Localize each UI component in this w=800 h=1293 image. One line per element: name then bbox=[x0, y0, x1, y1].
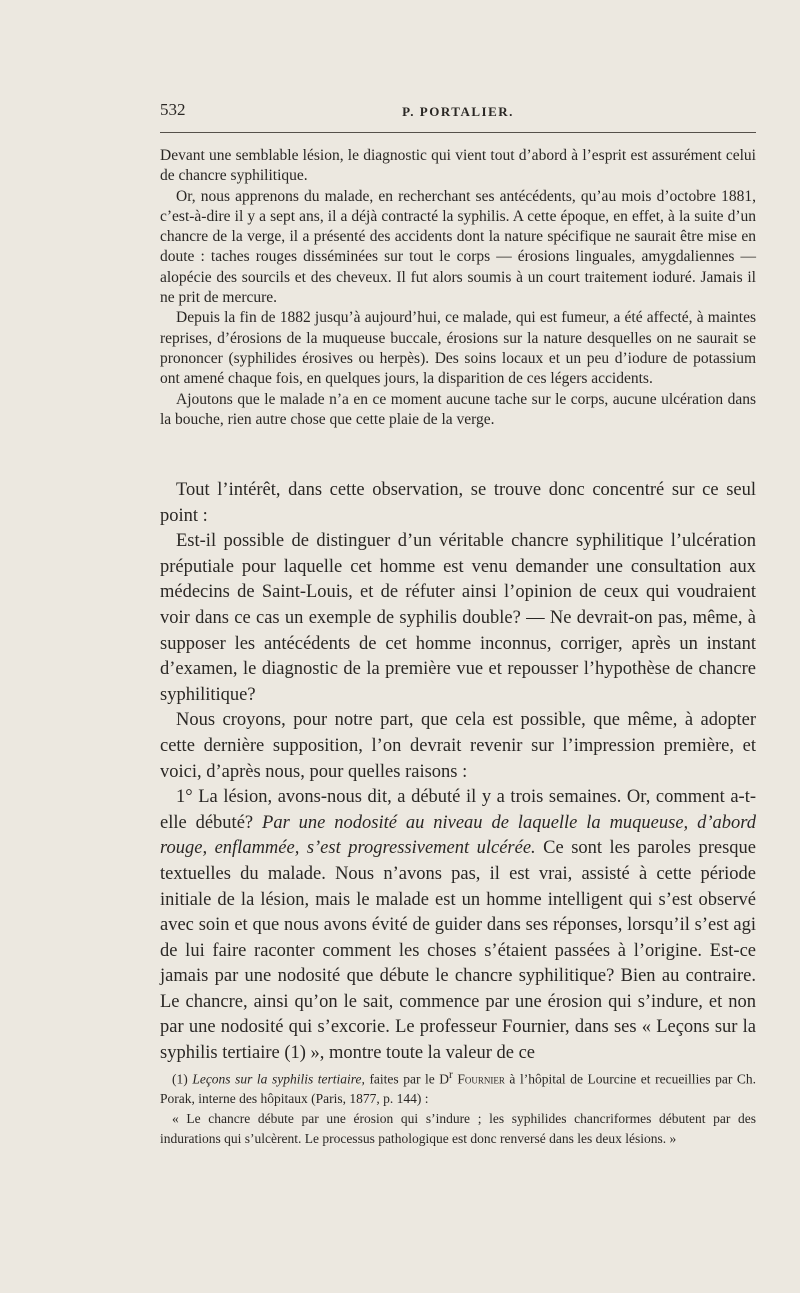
page-number: 532 bbox=[160, 100, 186, 119]
footnote-marker: (1) bbox=[172, 1071, 188, 1087]
paragraph: Est-il possible de distinguer d’un véritable chancre syphilitique l’ulcération préputiale pour laquelle cet homme est venu demander une consultation aux médecins de Saint-Louis, et de réfuter ainsi l’opinion de ceux qui voudraient voir dans ce cas un exemple de syphilis double? — Ne devrait-on pas, même, à supposer les antécédents de cet homme inconnus, corriger, après un instant d’examen, le diagnostic de la première vue et repousser l’hypothèse de chancre syphilitique? bbox=[160, 531, 756, 705]
footnote-quote: « Le chancre débute par une érosion qui s’indure ; les syphilides chancriformes débutent par des indurations qui s’ulcèrent. Le processus pathologique est donc renversé dans les deux lésions. » bbox=[160, 1111, 756, 1146]
page-header bbox=[160, 100, 756, 126]
paragraph: Tout l’intérêt, dans cette observation, se trouve donc concentré sur ce seul point : bbox=[160, 480, 756, 526]
running-title: P. PORTALIER. bbox=[402, 104, 514, 119]
paragraph: Or, nous apprenons du malade, en recherchant ses antécédents, qu’au mois d’octobre 1881, c’est-à-dire il y a sept ans, il a déjà contracté la syphilis. A cette époque, en effet, à la suite d’un chancre de la verge, il a présenté des accidents dont la nature spécifique ne saurait être mise en doute : taches rouges disséminées sur tout le corps — érosions linguales, amygdaliennes — alopécie des sourcils et des cheveux. Il fut alors soumis à un court traitement ioduré. Jamais il ne prit de mercure. bbox=[160, 187, 756, 307]
paragraph-text: 1° La lésion, avons-nous dit, a débuté il y a trois semaines. Or, comment a-t-elle débuté? bbox=[160, 787, 756, 833]
footnote-sup: r bbox=[449, 1069, 453, 1081]
footnote-text: à l’hôpital de Lourcine et recueillies par Ch. Porak, interne des hôpitaux (Paris, 1877, p. 144) : bbox=[160, 1071, 757, 1107]
footnote-text: faites par le D bbox=[364, 1071, 450, 1087]
footnote-author: Fournier bbox=[452, 1071, 505, 1087]
case-observation bbox=[160, 146, 756, 430]
paragraph bbox=[160, 785, 756, 1067]
footnote-title: Leçons sur la syphilis tertiaire, bbox=[192, 1071, 365, 1087]
patient-quote: Par une nodosité au niveau de laquelle la muqueuse, d’abord rouge, enflammée, s’est progressivement ulcérée. bbox=[160, 812, 756, 859]
paragraph-text: Ce sont les paroles presque textuelles du malade. Nous n’avons pas, il est vrai, assisté à cette période initiale de la lésion, mais le malade est un homme intelligent qui s’est observé avec soin et que nous avons évité de guider dans ses réponses, lorsqu’il s’est agi de lui faire raconter comment les choses s’étaient passées à l’origine. Est-ce jamais par une nodosité que débute le chancre syphilitique? Bien au contraire. Le chancre, ainsi qu’on le sait, commence par une érosion qui s’indure, et non par une nodosité qui s’excorie. Le professeur Fournier, dans ses « Leçons sur la syphilis tertiaire (1) », montre toute la valeur de ce bbox=[160, 838, 756, 1064]
paragraph: Devant une semblable lésion, le diagnostic qui vient tout d’abord à l’esprit est assurément celui de chancre syphilitique. bbox=[160, 147, 756, 185]
main-discussion bbox=[160, 478, 756, 1067]
paragraph: Depuis la fin de 1882 jusqu’à aujourd’hui, ce malade, qui est fumeur, a été affecté, à maintes reprises, d’érosions de la muqueuse buccale, érosions sur la nature desquelles on ne saurait se prononcer (syphilides érosives ou herpès). Des soins locaux et un peu d’iodure de potassium ont amené chaque fois, en quelques jours, la disparition de ces légers accidents. bbox=[160, 309, 756, 388]
paragraph: Nous croyons, pour notre part, que cela est possible, que même, à adopter cette dernière supposition, l’on devrait revenir sur l’impression première, et voici, d’après nous, pour quelles raisons : bbox=[160, 710, 756, 782]
footnote bbox=[160, 1066, 756, 1109]
paragraph: Ajoutons que le malade n’a en ce moment aucune tache sur le corps, aucune ulcération dans la bouche, rien autre chose que cette plaie de la verge. bbox=[160, 390, 756, 428]
header-rule bbox=[160, 132, 756, 133]
footnotes bbox=[160, 1066, 756, 1149]
